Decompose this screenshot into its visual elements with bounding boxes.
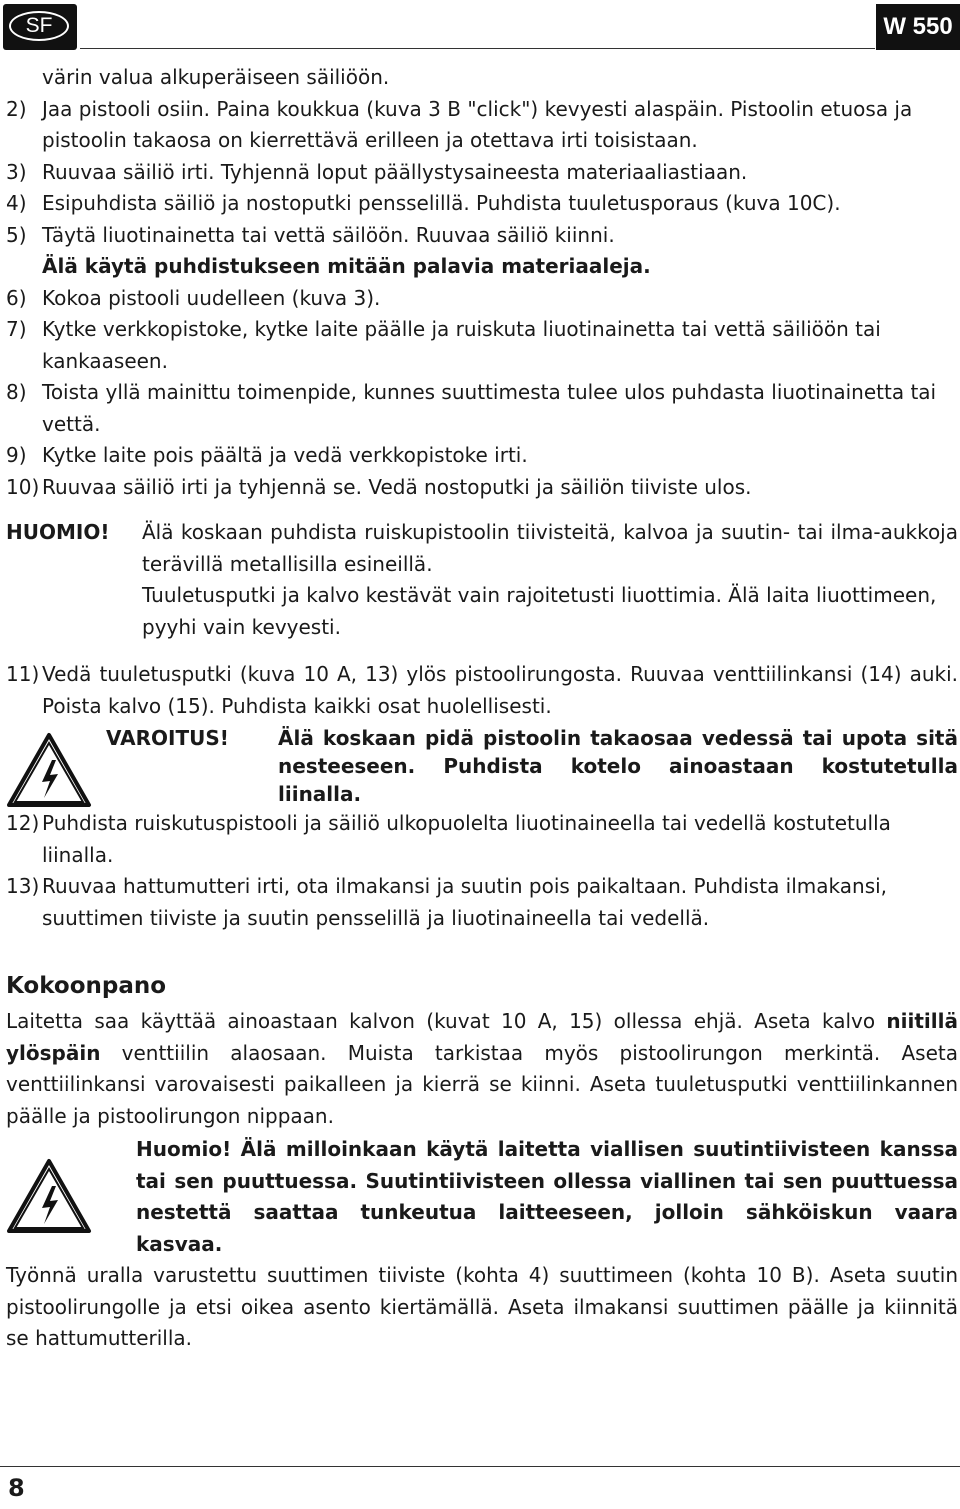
step-text: Puhdista ruiskutuspistooli ja säiliö ulkopuolelta liuotinaineella tai vedellä kostutetulla liinalla. xyxy=(42,811,891,867)
electric-hazard-icon xyxy=(6,1158,92,1234)
step-text: Kokoa pistooli uudelleen (kuva 3). xyxy=(42,285,381,310)
page-header xyxy=(0,0,960,54)
step-text: Ruuvaa hattumutteri irti, ota ilmakansi ja suutin pois paikaltaan. Puhdista ilmakansi, suuttimen tiiviste ja suutin pensselillä ja liuotinaineella tai vedellä. xyxy=(42,874,888,930)
step-number: 11) xyxy=(6,662,40,686)
header-rule xyxy=(80,48,875,49)
list-item xyxy=(6,94,958,157)
page-number: 8 xyxy=(8,1474,25,1502)
paragraph-emphasis: niitillä ylöspäin xyxy=(6,1009,958,1065)
list-item xyxy=(6,808,958,871)
step-text: Ruuvaa säiliö irti ja tyhjennä se. Vedä nostoputki ja säiliön tiiviste ulos. xyxy=(42,474,752,499)
list-item xyxy=(6,220,958,252)
language-badge xyxy=(3,4,77,50)
list-item xyxy=(6,157,958,189)
step-text: Esipuhdista säiliö ja nostoputki pensselillä. Puhdista tuuletusporaus (kuva 10C). xyxy=(42,191,841,215)
language-code: SF xyxy=(9,11,69,41)
step-text: Vedä tuuletusputki (kuva 10 A, 13) ylös pistoolirungosta. Ruuvaa venttiilinkansi (14) auki. Poista kalvo (15). Puhdista kaikki osat huolellisesti. xyxy=(42,662,958,718)
steps-list-a xyxy=(6,94,958,283)
intro-line: värin valua alkuperäiseen säiliöön. xyxy=(42,65,390,89)
step-text: Kytke verkkopistoke, kytke laite päälle ja ruiskuta liuotinainetta tai vettä säiliöön tai kankaaseen. xyxy=(42,317,881,373)
note-label: HUOMIO! xyxy=(6,520,110,544)
electric-hazard-icon xyxy=(6,732,92,808)
step-5-warning: Älä käytä puhdistukseen mitään palavia materiaaleja. xyxy=(42,254,651,278)
step-text: Kytke laite pois päältä ja vedä verkkopistoke irti. xyxy=(42,443,528,467)
step-number: 8) xyxy=(6,380,27,404)
section-paragraph: Työnnä uralla varustettu suuttimen tiiviste (kohta 4) suuttimeen (kohta 10 B). Aseta suutin pistoolirungolle ja etsi oikea asento kiertämällä. Aseta ilmakansi suuttimen päälle ja kiinnitä se hattumutterilla. xyxy=(6,1263,958,1350)
warning-block xyxy=(6,724,958,808)
steps-list-b xyxy=(6,283,958,504)
step-text: Täytä liuotinainetta tai vettä säilöön. Ruuvaa säiliö kiinni. xyxy=(42,222,615,247)
page-content xyxy=(6,62,958,1355)
step-number: 6) xyxy=(6,285,27,310)
step-text: Toista yllä mainittu toimenpide, kunnes suuttimesta tulee ulos puhdasta liuotinainetta tai vettä. xyxy=(42,380,937,436)
note-block xyxy=(6,517,958,643)
step-number: 5) xyxy=(6,222,27,247)
step-number: 4) xyxy=(6,191,27,215)
step-text: Jaa pistooli osiin. Paina koukkua (kuva 3 B "click") kevyesti alaspäin. Pistoolin etuosa ja pistoolin takaosa on kierrettävä erilleen ja otettava irti toisistaan. xyxy=(42,96,913,152)
step-number: 12) xyxy=(6,811,40,835)
step-number: 7) xyxy=(6,317,27,341)
section-paragraph xyxy=(6,1006,958,1132)
paragraph-text: venttiilin alaosaan. Muista tarkistaa myös pistoolirungon merkintä. Aseta venttiilinkansi varovaisesti paikalleen ja kierrä se kiinni. Aseta tuuletusputki venttiilinkannen päälle ja pistoolirungon nippaan. xyxy=(6,1040,958,1128)
step-text: Ruuvaa säiliö irti. Tyhjennä loput päällystysaineesta materiaaliastiaan. xyxy=(42,159,748,184)
section-heading: Kokoonpano xyxy=(6,973,167,999)
paragraph-text: Laitetta saa käyttää ainoastaan kalvon (kuvat 10 A, 15) ollessa ehjä. Aseta kalvo xyxy=(6,1009,887,1033)
list-item xyxy=(6,659,958,722)
warning-text: Älä koskaan pidä pistoolin takaosaa vedessä tai upota sitä nesteeseen. Puhdista kotelo ainoastaan kostutetulla liinalla. xyxy=(278,726,958,806)
step-number: 13) xyxy=(6,874,40,898)
note-text: Älä koskaan puhdista ruiskupistoolin tiivisteitä, kalvoa ja suutin- tai ilma-aukkoja terävillä metallisilla esineillä. xyxy=(142,520,958,576)
warning-text: Huomio! Älä milloinkaan käytä laitetta viallisen suutintiivisteen kanssa tai sen puuttuessa. Suutintiivisteen ollessa viallinen tai sen puuttuessa nestettä saattaa tunkeutua laitteeseen, jolloin sähköiskun vaara kasvaa. xyxy=(136,1137,958,1256)
list-item xyxy=(6,283,958,315)
list-item xyxy=(6,314,958,377)
list-item xyxy=(6,871,958,934)
step-number: 10) xyxy=(6,474,40,499)
list-item xyxy=(6,377,958,440)
steps-list-c xyxy=(6,808,958,934)
spacer xyxy=(6,643,958,659)
step-number: 3) xyxy=(6,159,27,184)
footer-rule xyxy=(0,1466,960,1467)
list-item xyxy=(6,472,958,504)
step-number: 2) xyxy=(6,96,27,121)
list-item xyxy=(6,440,958,472)
warning-block xyxy=(6,1134,958,1260)
warning-label: VAROITUS! xyxy=(106,726,229,750)
note-text: Tuuletusputki ja kalvo kestävät vain rajoitetusti liuottimia. Älä laita liuottimeen, pyyhi vain kevyesti. xyxy=(142,583,937,639)
list-item xyxy=(6,188,958,220)
model-badge: W 550 xyxy=(876,4,960,50)
step-number: 9) xyxy=(6,443,27,467)
